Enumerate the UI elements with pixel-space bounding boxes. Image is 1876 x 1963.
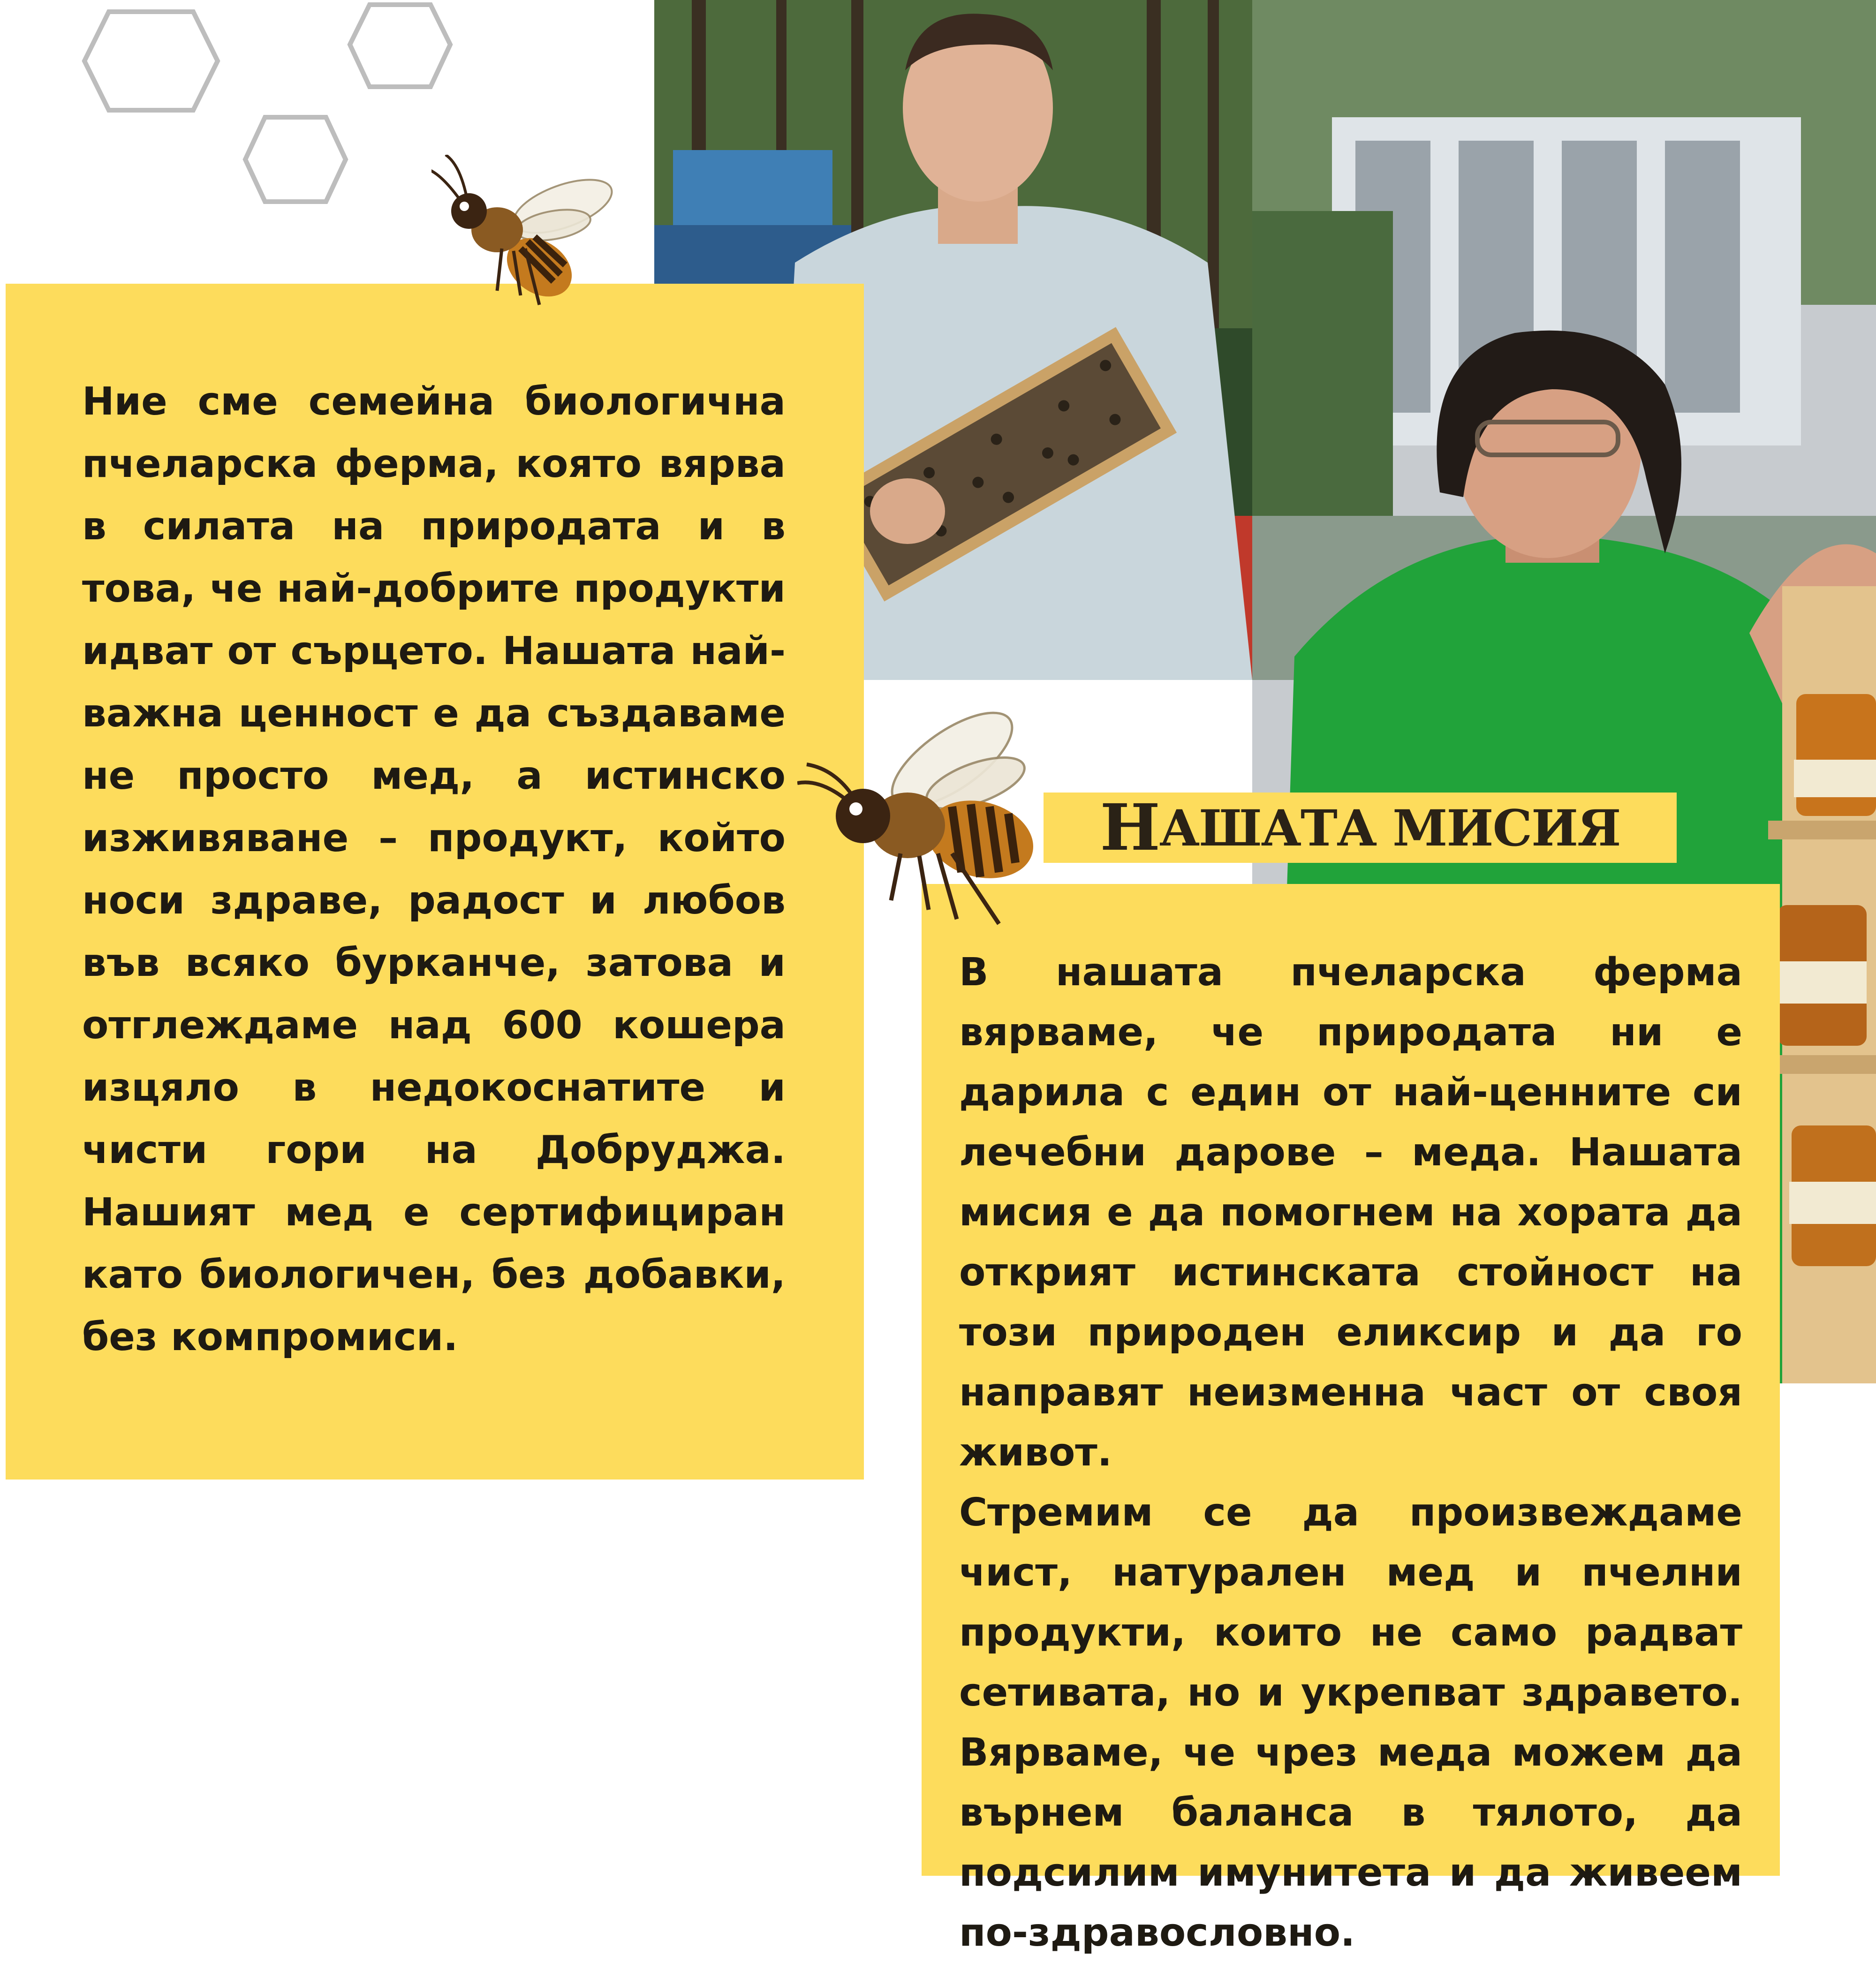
hexagon-decoration-2	[346, 0, 454, 94]
hexagon-icon	[346, 0, 454, 94]
mission-heading-initial: Н	[1100, 790, 1159, 865]
hexagon-decoration-1	[81, 7, 221, 115]
bee-decoration-top	[431, 155, 619, 314]
hexagon-decoration-3	[242, 113, 349, 206]
bee-icon	[431, 155, 619, 314]
mission-text	[959, 943, 1742, 1963]
mission-paragraph-1: В нашата пчеларска ферма вярваме, че природата ни е дарила с един от най-ценните си лечебни дарове – меда. Нашата мисия е да помогнем на хората да открият истинската стойност на този природен еликсир и да го направят неизменна част от своя живот.	[959, 950, 1742, 1475]
hexagon-icon	[242, 113, 349, 206]
intro-paragraph: Ние сме семейна биологична пчеларска ферма, която вярва в силата на природата и в това, че най-добрите продукти идват от сърцето. Нашата най-важна ценност е да създаваме не просто мед, а истинско изживяване – продукт, който носи здраве, радост и любов във всяко бурканче, затова и отглеждаме над 600 кошера изцяло в недокоснатите и чисти гори на Добруджа. Нашият мед е сертифициран като биологичен, без добавки, без компромиси.	[82, 379, 786, 1359]
bee-decoration-middle	[797, 703, 1060, 929]
mission-heading-rest: АШАТА МИСИЯ	[1159, 798, 1620, 857]
mission-paragraph-2: Стремим се да произвеждаме чист, натурален мед и пчелни продукти, които не само радват сетивата, но и укрепват здравето. Вярваме, че чрез меда можем да върнем баланса в тялото, да подсилим имунитета и да живеем по-здравословно.	[959, 1490, 1742, 1955]
mission-heading	[1044, 790, 1677, 865]
bee-icon	[797, 703, 1060, 929]
hexagon-icon	[81, 7, 221, 115]
